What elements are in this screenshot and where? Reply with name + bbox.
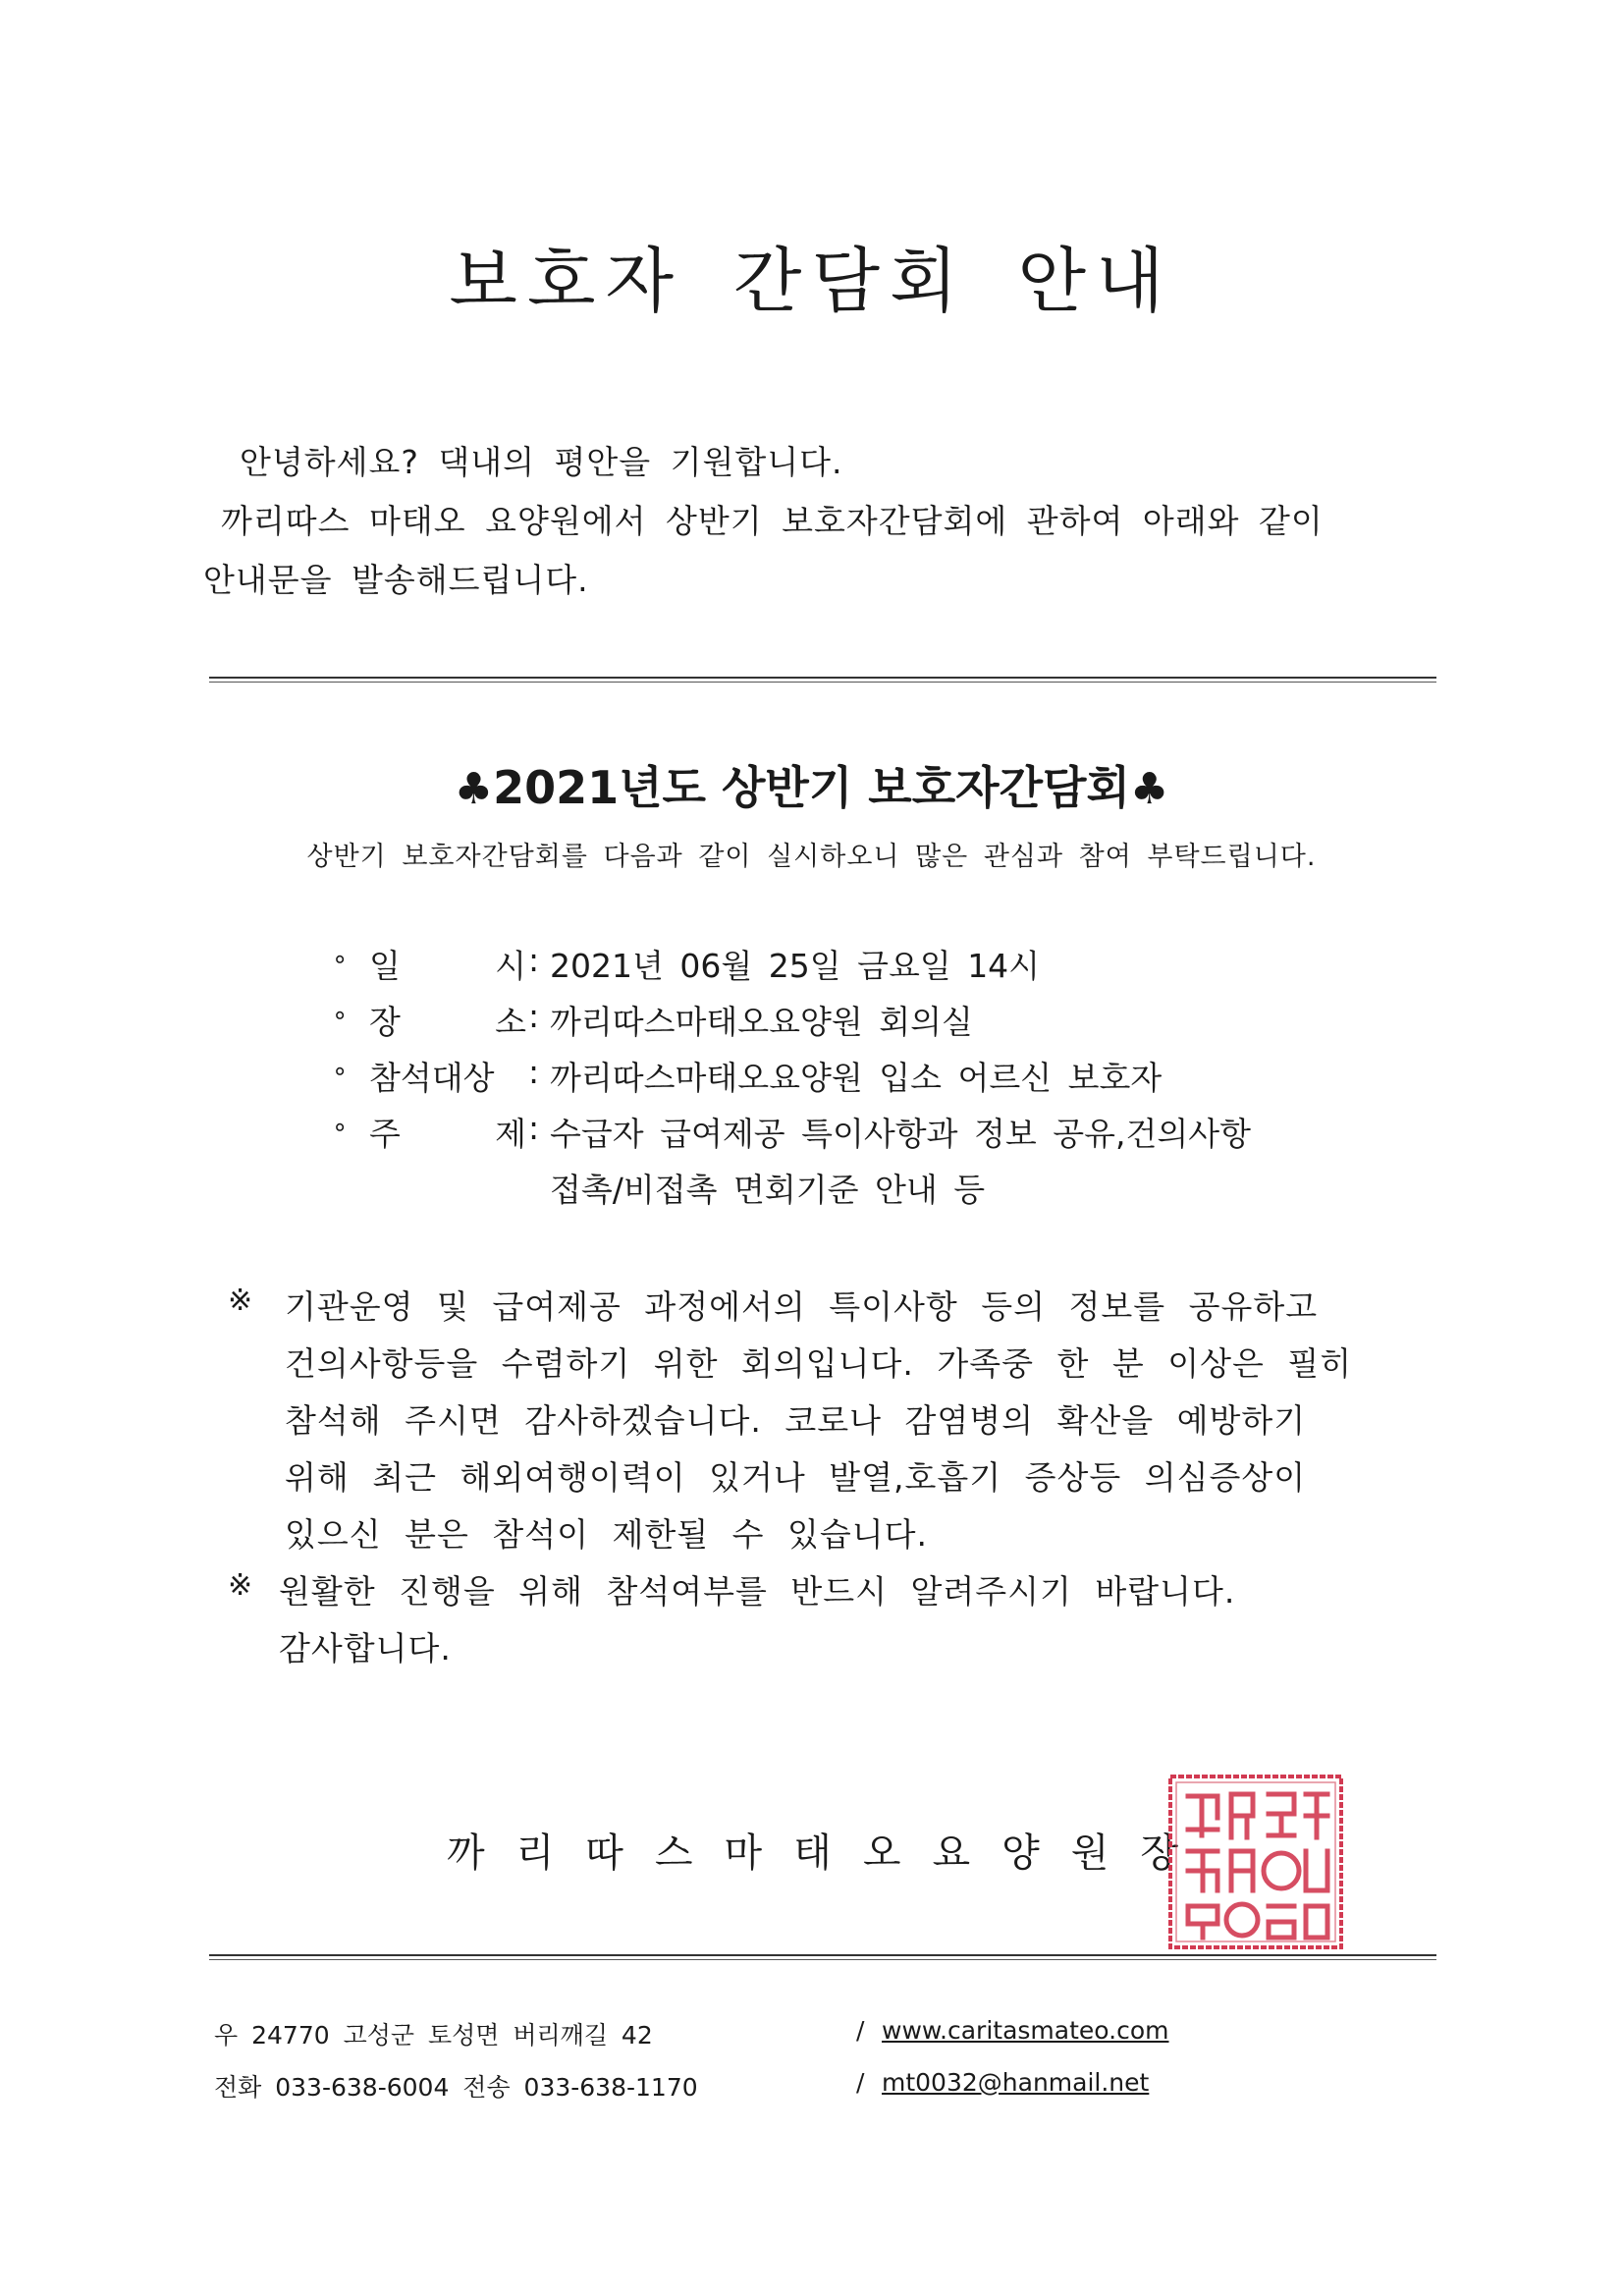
detail-row-topic — [332, 1109, 1412, 1207]
closing-text: 감사합니다. — [279, 1629, 452, 1667]
footer-separator: / — [856, 2016, 865, 2045]
intro-line-2: 까리따스 마태오 요양원에서 상반기 보호자간담회에 관하여 아래와 같이 — [221, 502, 1324, 540]
website-link[interactable]: www.caritasmateo.com — [882, 2016, 1169, 2045]
detail-label: 일 — [369, 947, 401, 985]
detail-label: 시 — [495, 947, 526, 985]
divider-bottom — [209, 1954, 1436, 1956]
divider-top — [209, 677, 1436, 679]
detail-value-topic: 수급자 급여제공 특이사항과 정보 공유,건의사항 — [550, 1115, 1252, 1153]
intro-line-1: 안녕하세요? 댁내의 평안을 기원합니다. — [240, 443, 843, 481]
intro-line-3: 안내문을 발송해드립니다. — [203, 561, 589, 599]
reference-mark-icon: ※ — [228, 1284, 254, 1318]
note-1 — [228, 1282, 1455, 1576]
detail-row-attendees — [332, 1053, 1412, 1096]
footer-separator: / — [856, 2068, 865, 2097]
detail-value-place: 까리따스마태오요양원 회의실 — [550, 1003, 973, 1041]
note-1-line: 기관운영 및 급여제공 과정에서의 특이사항 등의 정보를 공유하고 — [285, 1287, 1319, 1326]
detail-label: 소 — [495, 1003, 526, 1041]
note-2-text: 원활한 진행을 위해 참석여부를 반드시 알려주시기 바랍니다. — [279, 1572, 1236, 1611]
detail-value-attendees: 까리따스마태오요양원 입소 어르신 보호자 — [550, 1059, 1163, 1097]
page-title: 보호자 간담회 안내 — [449, 240, 1174, 322]
bullet-icon: ∘ — [332, 1113, 349, 1142]
note-1-line: 위해 최근 해외여행이력이 있거나 발열,호흡기 증상등 의심증상이 — [285, 1458, 1307, 1497]
detail-label: 제 — [495, 1115, 526, 1153]
detail-colon: : — [528, 941, 540, 979]
detail-colon: : — [528, 1053, 540, 1091]
detail-row-place — [332, 997, 1412, 1040]
club-icon: ♣ — [1129, 764, 1169, 814]
note-1-line: 건의사항등을 수렴하기 위한 회의입니다. 가족중 한 분 이상은 필히 — [285, 1344, 1353, 1383]
detail-value-topic-2: 접촉/비접촉 면회기준 안내 등 — [550, 1171, 986, 1209]
bullet-icon: ∘ — [332, 945, 349, 974]
event-heading-text: 2021년도 상반기 보호자간담회 — [493, 761, 1130, 814]
detail-label: 주 — [369, 1115, 401, 1153]
detail-row-date — [332, 941, 1412, 984]
detail-label: 장 — [369, 1003, 401, 1041]
detail-colon: : — [528, 1109, 540, 1147]
detail-label: 참석대상 — [369, 1059, 495, 1097]
detail-value-date: 2021년 06월 25일 금요일 14시 — [550, 947, 1041, 985]
footer-phone: 전화 033-638-6004 전송 033-638-1170 — [214, 2073, 698, 2102]
footer-address: 우 24770 고성군 토성면 버리깨길 42 — [214, 2021, 653, 2050]
note-1-line: 있으신 분은 참석이 제한될 수 있습니다. — [285, 1515, 928, 1554]
detail-colon: : — [528, 997, 540, 1035]
bullet-icon: ∘ — [332, 1057, 349, 1086]
bullet-icon: ∘ — [332, 1001, 349, 1030]
event-heading — [0, 752, 1623, 817]
event-subtitle: 상반기 보호자간담회를 다음과 같이 실시하오니 많은 관심과 참여 부탁드립니다. — [306, 842, 1317, 872]
note-1-line: 참석해 주시면 감사하겠습니다. 코로나 감염병의 확산을 예방하기 — [285, 1401, 1307, 1440]
seal-icon — [1166, 1773, 1345, 1951]
club-icon: ♣ — [454, 764, 494, 814]
email-link[interactable]: mt0032@hanmail.net — [882, 2068, 1150, 2097]
note-2 — [228, 1566, 1455, 1615]
official-seal — [1166, 1773, 1345, 1951]
reference-mark-icon: ※ — [228, 1568, 254, 1603]
organization-signature: 까리따스마태오요양원장 — [447, 1831, 1211, 1876]
